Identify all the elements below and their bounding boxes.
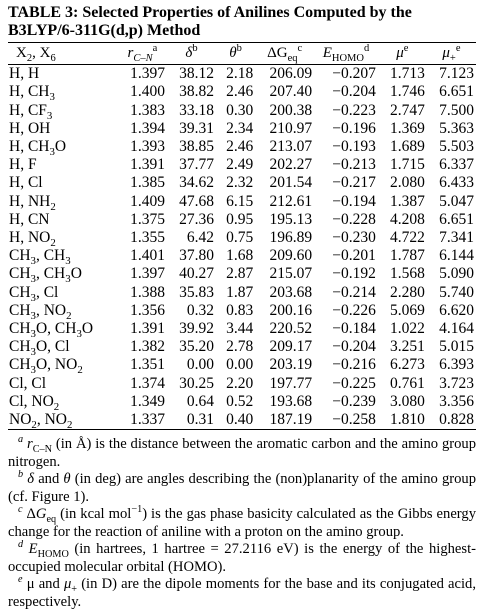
cell-dG: 203.19	[269, 356, 313, 374]
cell-mu: 2.080	[390, 174, 425, 192]
cell-dG: 203.68	[269, 283, 313, 301]
cell-theta: 0.00	[226, 356, 254, 374]
cell-delta: 39.31	[179, 119, 214, 137]
cell-delta: 0.00	[186, 356, 214, 374]
cell-theta: 2.78	[226, 338, 254, 356]
cell-r: 1.355	[130, 229, 165, 247]
cell-homo: −0.204	[332, 83, 376, 101]
cell-homo: −0.213	[332, 156, 376, 174]
cell-mu: 1.689	[390, 138, 425, 156]
cell-delta: 34.62	[179, 174, 214, 192]
cell-mu: 1.746	[390, 83, 425, 101]
table-footnotes	[8, 436, 476, 611]
cell-muplus: 0.828	[439, 411, 474, 429]
cell-label: Cl, $NO_2$	[9, 392, 60, 413]
cell-homo: −0.228	[332, 210, 376, 228]
cell-homo: −0.204	[332, 338, 376, 356]
cell-muplus: 6.433	[439, 174, 474, 192]
cell-theta: 1.87	[226, 283, 254, 301]
footnote-d	[8, 541, 476, 576]
cell-muplus: 5.363	[439, 119, 474, 137]
cell-r: 1.397	[130, 265, 165, 283]
table-header	[8, 43, 476, 65]
table-row	[8, 138, 476, 156]
col-header-rcn: $r_{C-N}^a$	[127, 43, 158, 64]
cell-r: 1.349	[130, 392, 165, 410]
cell-homo: −0.216	[332, 356, 376, 374]
cell-mu: 1.810	[390, 411, 425, 429]
table-row	[8, 320, 476, 338]
cell-mu: 1.787	[390, 247, 425, 265]
table-row	[8, 302, 476, 320]
cell-theta: 2.18	[226, 65, 254, 83]
table-row	[8, 338, 476, 356]
table-row	[8, 120, 476, 138]
cell-r: 1.383	[130, 101, 165, 119]
cell-mu: 3.251	[390, 338, 425, 356]
cell-homo: −0.230	[332, 229, 376, 247]
cell-label: H, $CH_3O$	[9, 138, 67, 159]
table-row	[8, 83, 476, 101]
table-row	[8, 193, 476, 211]
footnote-d-text: $^d$ $E_{HOMO}$ (in hartrees, 1 hartree = 27.2116 eV) is the energy of the highest-occupied molecular orbital (HOMO).	[8, 539, 476, 575]
cell-mu: 4.722	[390, 229, 425, 247]
table-row	[8, 284, 476, 302]
cell-r: 1.356	[130, 301, 165, 319]
cell-dG: 200.38	[269, 101, 313, 119]
cell-r: 1.394	[130, 119, 165, 137]
cell-homo: −0.192	[332, 265, 376, 283]
cell-muplus: 5.740	[439, 283, 474, 301]
cell-muplus: 6.337	[439, 156, 474, 174]
cell-label: $CH_3$, $CH_3O$	[9, 265, 82, 286]
footnote-a	[8, 436, 476, 471]
cell-dG: 210.97	[269, 119, 313, 137]
cell-mu: 3.080	[390, 392, 425, 410]
cell-delta: 38.82	[179, 83, 214, 101]
cell-muplus: 6.651	[439, 83, 474, 101]
cell-homo: −0.226	[332, 301, 376, 319]
cell-mu: 1.022	[390, 320, 425, 338]
cell-label: Cl, Cl	[9, 374, 47, 392]
col-header-mu: $\mu^e$	[396, 43, 409, 61]
cell-label: $CH_3O$, $NO_2$	[9, 356, 83, 377]
table-row	[8, 65, 476, 83]
cell-theta: 2.46	[226, 83, 254, 101]
footnote-c-text: $^c$ $\Delta G_{eq}$ (in kcal mol$^{-1}$) is the gas phase basicity calculated as the Gibbs energy change for the reaction of aniline with a proton on the amino group.	[8, 504, 476, 540]
table-row	[8, 156, 476, 174]
cell-r: 1.391	[130, 156, 165, 174]
table-row	[8, 174, 476, 192]
table-row	[8, 211, 476, 229]
cell-delta: 39.92	[179, 320, 214, 338]
properties-table	[8, 43, 476, 430]
cell-label: H, CN	[9, 210, 50, 228]
table-row	[8, 393, 476, 411]
cell-homo: −0.196	[332, 119, 376, 137]
cell-theta: 2.34	[226, 119, 254, 137]
caption-line-2: B3LYP/6-311G(d,p) Method	[8, 22, 201, 39]
cell-r: 1.375	[130, 210, 165, 228]
cell-homo: −0.239	[332, 392, 376, 410]
cell-r: 1.382	[130, 338, 165, 356]
cell-theta: 1.68	[226, 247, 254, 265]
cell-mu: 1.387	[390, 192, 425, 210]
cell-dG: 187.19	[269, 411, 313, 429]
cell-dG: 206.09	[269, 65, 313, 83]
cell-muplus: 6.393	[439, 356, 474, 374]
cell-dG: 220.52	[269, 320, 313, 338]
cell-dG: 215.07	[269, 265, 313, 283]
col-header-rcn-text: $r_{C-N}$	[127, 45, 153, 64]
cell-label: H, H	[9, 65, 40, 83]
cell-theta: 0.30	[226, 101, 254, 119]
cell-mu: 0.761	[390, 374, 425, 392]
table-row	[8, 229, 476, 247]
cell-dG: 213.07	[269, 138, 313, 156]
cell-muplus: 5.015	[439, 338, 474, 356]
caption-line-1: TABLE 3: Selected Properties of Anilines Computed by the	[8, 4, 412, 21]
cell-r: 1.409	[130, 192, 165, 210]
cell-label: H, $NO_2$	[9, 229, 56, 250]
cell-label: H, F	[9, 156, 37, 174]
cell-r: 1.397	[130, 65, 165, 83]
col-header-theta: $\theta^b$	[229, 43, 242, 61]
cell-label: H, Cl	[9, 174, 43, 192]
col-header-delta: $\delta^b$	[185, 43, 198, 61]
cell-homo: −0.225	[332, 374, 376, 392]
bottom-rule	[8, 429, 476, 430]
cell-label: $CH_3O$, Cl	[9, 338, 70, 359]
cell-delta: 30.25	[179, 374, 214, 392]
cell-r: 1.388	[130, 283, 165, 301]
cell-mu: 4.208	[390, 210, 425, 228]
cell-theta: 2.32	[226, 174, 254, 192]
cell-theta: 3.44	[226, 320, 254, 338]
cell-muplus: 3.356	[439, 392, 474, 410]
cell-mu: 1.713	[390, 65, 425, 83]
cell-mu: 1.715	[390, 156, 425, 174]
cell-delta: 47.68	[179, 192, 214, 210]
cell-muplus: 6.620	[439, 301, 474, 319]
cell-homo: −0.184	[332, 320, 376, 338]
cell-label: H, $NH_2$	[9, 192, 56, 213]
cell-label: $CH_3$, $NO_2$	[9, 301, 72, 322]
cell-theta: 2.49	[226, 156, 254, 174]
cell-dG: 207.40	[269, 83, 313, 101]
cell-label: $CH_3$, Cl	[9, 283, 59, 304]
cell-theta: 2.87	[226, 265, 254, 283]
cell-muplus: 6.651	[439, 210, 474, 228]
table-body	[8, 65, 476, 432]
col-header-dg: $\Delta G_{eq}^c$	[267, 43, 303, 64]
cell-dG: 200.16	[269, 301, 313, 319]
cell-r: 1.351	[130, 356, 165, 374]
cell-theta: 0.95	[226, 210, 254, 228]
footnote-c	[8, 506, 476, 541]
table-row	[8, 265, 476, 283]
cell-muplus: 5.047	[439, 192, 474, 210]
cell-muplus: 7.500	[439, 101, 474, 119]
cell-homo: −0.201	[332, 247, 376, 265]
cell-homo: −0.217	[332, 174, 376, 192]
cell-delta: 6.42	[186, 229, 214, 247]
cell-delta: 0.31	[186, 411, 214, 429]
cell-delta: 0.64	[186, 392, 214, 410]
cell-theta: 2.20	[226, 374, 254, 392]
cell-r: 1.374	[130, 374, 165, 392]
cell-dG: 196.89	[269, 229, 313, 247]
footnote-a-text: $^a$ $r_{C-N}$ (in Å) is the distance between the aromatic carbon and the amino group nitrogen.	[8, 434, 477, 470]
cell-dG: 212.61	[269, 192, 313, 210]
cell-r: 1.401	[130, 247, 165, 265]
cell-dG: 202.27	[269, 156, 313, 174]
cell-delta: 0.32	[186, 301, 214, 319]
cell-label: H, OH	[9, 119, 51, 137]
cell-delta: 37.77	[179, 156, 214, 174]
cell-r: 1.400	[130, 83, 165, 101]
cell-label: H, $CH_3$	[9, 83, 55, 104]
cell-label: $NO_2$, $NO_2$	[9, 411, 73, 432]
cell-mu: 5.069	[390, 301, 425, 319]
cell-label: $CH_3O$, $CH_3O$	[9, 320, 94, 341]
cell-delta: 33.18	[179, 101, 214, 119]
footnote-b	[8, 471, 476, 506]
table-row	[8, 375, 476, 393]
col-header-substituents-text: $X_2$, $X_6$	[16, 45, 56, 64]
table-row	[8, 247, 476, 265]
cell-r: 1.393	[130, 138, 165, 156]
footnote-e	[8, 576, 476, 611]
cell-dG: 209.17	[269, 338, 313, 356]
footnote-b-text: $^b$ δ and θ (in deg) are angles describing the (non)planarity of the amino group (cf. Figure 1).	[8, 469, 477, 505]
cell-r: 1.385	[130, 174, 165, 192]
cell-dG: 197.77	[269, 374, 313, 392]
cell-dG: 193.68	[269, 392, 313, 410]
cell-muplus: 4.164	[439, 320, 474, 338]
cell-delta: 38.85	[179, 138, 214, 156]
cell-homo: −0.193	[332, 138, 376, 156]
cell-mu: 1.568	[390, 265, 425, 283]
cell-theta: 2.46	[226, 138, 254, 156]
cell-delta: 40.27	[179, 265, 214, 283]
table-row	[8, 411, 476, 429]
cell-muplus: 6.144	[439, 247, 474, 265]
table-caption	[8, 4, 476, 40]
cell-mu: 1.369	[390, 119, 425, 137]
cell-delta: 37.80	[179, 247, 214, 265]
cell-theta: 0.83	[226, 301, 254, 319]
cell-muplus: 5.503	[439, 138, 474, 156]
col-header-substituents	[8, 43, 118, 64]
cell-muplus: 7.341	[439, 229, 474, 247]
table-row	[8, 356, 476, 374]
cell-theta: 6.15	[226, 192, 254, 210]
table-row	[8, 102, 476, 120]
cell-mu: 2.280	[390, 283, 425, 301]
cell-delta: 27.36	[179, 210, 214, 228]
cell-muplus: 3.723	[439, 374, 474, 392]
cell-homo: −0.258	[332, 411, 376, 429]
cell-delta: 38.12	[179, 65, 214, 83]
cell-homo: −0.214	[332, 283, 376, 301]
cell-homo: −0.194	[332, 192, 376, 210]
cell-dG: 195.13	[269, 210, 313, 228]
col-header-ehomo: $E_{HOMO}^d$	[322, 43, 370, 64]
cell-muplus: 7.123	[439, 65, 474, 83]
cell-label: $CH_3$, $CH_3$	[9, 247, 71, 268]
cell-r: 1.391	[130, 320, 165, 338]
cell-dG: 209.60	[269, 247, 313, 265]
cell-muplus: 5.090	[439, 265, 474, 283]
col-header-muplus: $\mu_+^e$	[442, 43, 461, 64]
cell-mu: 2.747	[390, 101, 425, 119]
cell-r: 1.337	[130, 411, 165, 429]
cell-homo: −0.223	[332, 101, 376, 119]
cell-homo: −0.207	[332, 65, 376, 83]
cell-theta: 0.40	[226, 411, 254, 429]
cell-delta: 35.20	[179, 338, 214, 356]
cell-theta: 0.75	[226, 229, 254, 247]
footnote-e-text: $^e$ μ and $\mu_+$ (in D) are the dipole moments for the base and its conjugated acid, respectively.	[8, 574, 476, 610]
cell-label: H, $CF_3$	[9, 101, 53, 122]
cell-theta: 0.52	[226, 392, 254, 410]
cell-mu: 6.273	[390, 356, 425, 374]
cell-delta: 35.83	[179, 283, 214, 301]
cell-dG: 201.54	[269, 174, 313, 192]
